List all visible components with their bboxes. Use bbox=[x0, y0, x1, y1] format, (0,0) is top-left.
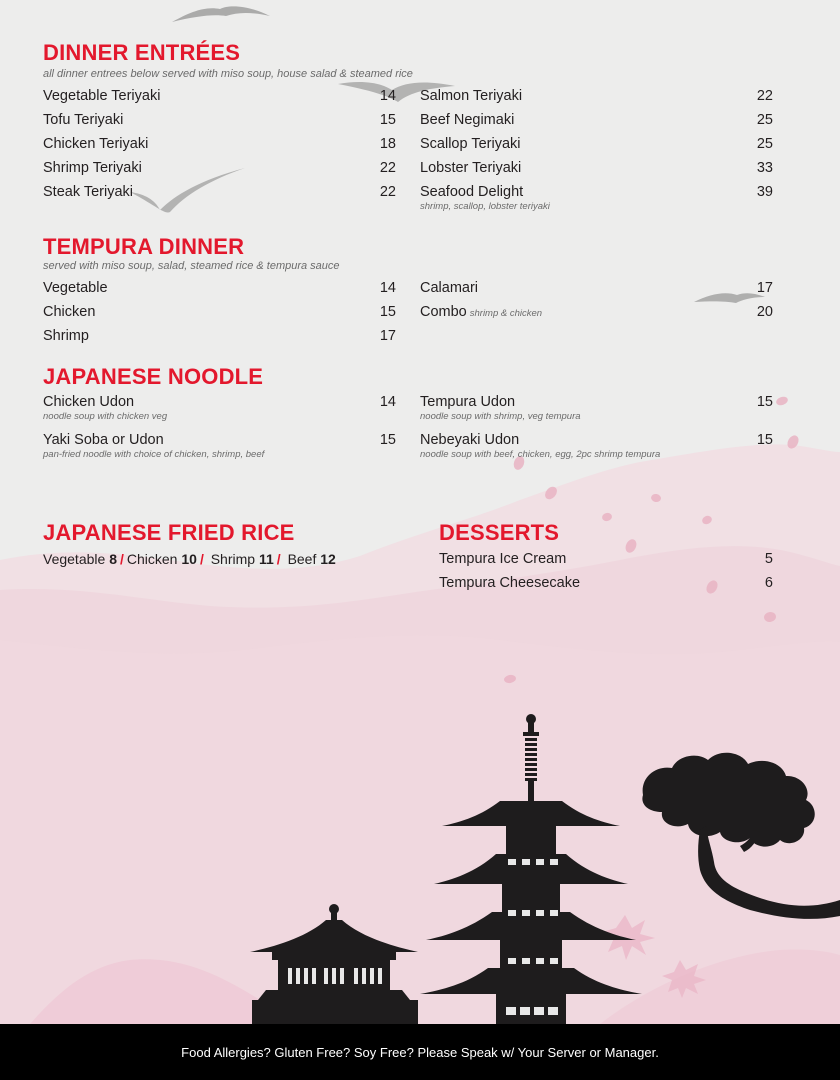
item-price: 22 bbox=[379, 184, 396, 200]
item-name: Salmon Teriyaki bbox=[420, 88, 523, 104]
item-price: 15 bbox=[756, 432, 773, 448]
menu-item bbox=[43, 87, 396, 111]
item-name: Chicken Udon bbox=[43, 394, 135, 410]
item-name: Tempura Udon bbox=[420, 394, 516, 410]
footer-text: Food Allergies? Gluten Free? Soy Free? Please Speak w/ Your Server or Manager. bbox=[181, 1044, 659, 1060]
menu-item bbox=[420, 393, 773, 431]
menu-item bbox=[420, 159, 773, 183]
item-price: 20 bbox=[756, 304, 773, 320]
item-description: pan-fried noodle with choice of chicken, shrimp, beef bbox=[43, 449, 265, 460]
item-price: 14 bbox=[379, 88, 396, 104]
item-description: noodle soup with shrimp, veg tempura bbox=[420, 411, 581, 422]
fried-rice-title: JAPANESE FRIED RICE bbox=[43, 520, 295, 545]
desserts-title: DESSERTS bbox=[439, 520, 560, 545]
item-price: 15 bbox=[756, 394, 773, 410]
item-price: 15 bbox=[379, 112, 396, 128]
menu-item bbox=[43, 111, 396, 135]
item-name: Lobster Teriyaki bbox=[420, 160, 522, 176]
dinner-entrees-subtitle: all dinner entrees below served with miso soup, house salad & steamed rice bbox=[43, 68, 413, 80]
fried-rice-option-name: Chicken bbox=[126, 551, 178, 567]
fried-rice-option-price: 11 bbox=[258, 551, 274, 567]
footer-bar bbox=[0, 1024, 840, 1080]
desserts-column bbox=[439, 550, 773, 598]
item-price: 15 bbox=[379, 432, 396, 448]
dinner-entrees-right-column bbox=[420, 87, 773, 213]
item-name: Chicken bbox=[43, 304, 96, 320]
item-price: 39 bbox=[756, 184, 773, 200]
item-name: Yaki Soba or Udon bbox=[43, 432, 164, 448]
item-name: Shrimp Teriyaki bbox=[43, 160, 142, 176]
fried-rice-option-price: 12 bbox=[320, 551, 336, 567]
item-name: Vegetable Teriyaki bbox=[43, 88, 161, 104]
tempura-dinner-title: TEMPURA DINNER bbox=[43, 234, 245, 259]
tempura-dinner-subtitle: served with miso soup, salad, steamed rice & tempura sauce bbox=[43, 260, 340, 272]
item-price: 18 bbox=[379, 136, 396, 152]
separator: / bbox=[276, 551, 281, 567]
item-price: 22 bbox=[379, 160, 396, 176]
tempura-dinner-right-column bbox=[420, 279, 773, 327]
dinner-entrees-left-column bbox=[43, 87, 396, 207]
menu-item bbox=[43, 431, 396, 469]
item-name-text: Combo bbox=[420, 304, 467, 320]
fried-rice-option-price: 8 bbox=[109, 551, 117, 567]
menu-item bbox=[420, 431, 773, 469]
separator: / bbox=[199, 551, 204, 567]
item-name: Calamari bbox=[420, 280, 479, 296]
tempura-dinner-left-column bbox=[43, 279, 396, 351]
menu-item bbox=[420, 183, 773, 213]
menu-item bbox=[43, 279, 396, 303]
japanese-noodle-right-column bbox=[420, 393, 773, 469]
menu-item bbox=[420, 135, 773, 159]
item-price: 14 bbox=[379, 394, 396, 410]
menu-item bbox=[43, 135, 396, 159]
item-price: 17 bbox=[756, 280, 773, 296]
item-name: Seafood Delight bbox=[420, 184, 524, 200]
item-price: 25 bbox=[756, 136, 773, 152]
item-price: 17 bbox=[379, 328, 396, 344]
menu-item bbox=[420, 111, 773, 135]
menu-item bbox=[439, 550, 773, 574]
item-name: Chicken Teriyaki bbox=[43, 136, 149, 152]
bird-icon bbox=[172, 6, 270, 22]
item-name: Beef Negimaki bbox=[420, 112, 515, 128]
item-price: 6 bbox=[764, 575, 773, 591]
japanese-noodle-left-column bbox=[43, 393, 396, 469]
item-description: noodle soup with chicken veg bbox=[43, 411, 168, 422]
item-name bbox=[420, 303, 773, 323]
item-name: Steak Teriyaki bbox=[43, 184, 133, 200]
item-name: Tofu Teriyaki bbox=[43, 112, 124, 128]
separator: / bbox=[119, 551, 124, 567]
menu-item bbox=[43, 183, 396, 207]
item-price: 33 bbox=[756, 160, 773, 176]
fried-rice-option-name: Shrimp bbox=[210, 551, 256, 567]
item-name: Vegetable bbox=[43, 280, 108, 296]
japanese-noodle-title: JAPANESE NOODLE bbox=[43, 364, 264, 389]
item-price: 25 bbox=[756, 112, 773, 128]
item-price: 15 bbox=[379, 304, 396, 320]
fried-rice-option-name: Vegetable bbox=[43, 551, 106, 567]
menu-item bbox=[420, 87, 773, 111]
fried-rice-option-price: 10 bbox=[181, 551, 197, 567]
item-name: Scallop Teriyaki bbox=[420, 136, 521, 152]
menu-item bbox=[420, 303, 773, 327]
item-name: Tempura Cheesecake bbox=[439, 575, 581, 591]
item-name: Tempura Ice Cream bbox=[439, 551, 567, 567]
dinner-entrees-title: DINNER ENTRÉES bbox=[43, 40, 241, 65]
item-price: 22 bbox=[756, 88, 773, 104]
item-price: 5 bbox=[764, 551, 773, 567]
menu-item bbox=[43, 327, 396, 351]
menu-item bbox=[43, 393, 396, 431]
fried-rice-option-name: Beef bbox=[287, 551, 317, 567]
menu-item bbox=[43, 303, 396, 327]
menu-item bbox=[420, 279, 773, 303]
item-price: 14 bbox=[379, 280, 396, 296]
fried-rice-options bbox=[43, 551, 336, 567]
item-name: Nebeyaki Udon bbox=[420, 432, 520, 448]
menu-item bbox=[43, 159, 396, 183]
item-description: shrimp & chicken bbox=[469, 308, 543, 319]
item-name: Shrimp bbox=[43, 328, 89, 344]
item-description: noodle soup with beef, chicken, egg, 2pc shrimp tempura bbox=[420, 449, 661, 460]
item-description: shrimp, scallop, lobster teriyaki bbox=[420, 201, 550, 212]
menu-item bbox=[439, 574, 773, 598]
